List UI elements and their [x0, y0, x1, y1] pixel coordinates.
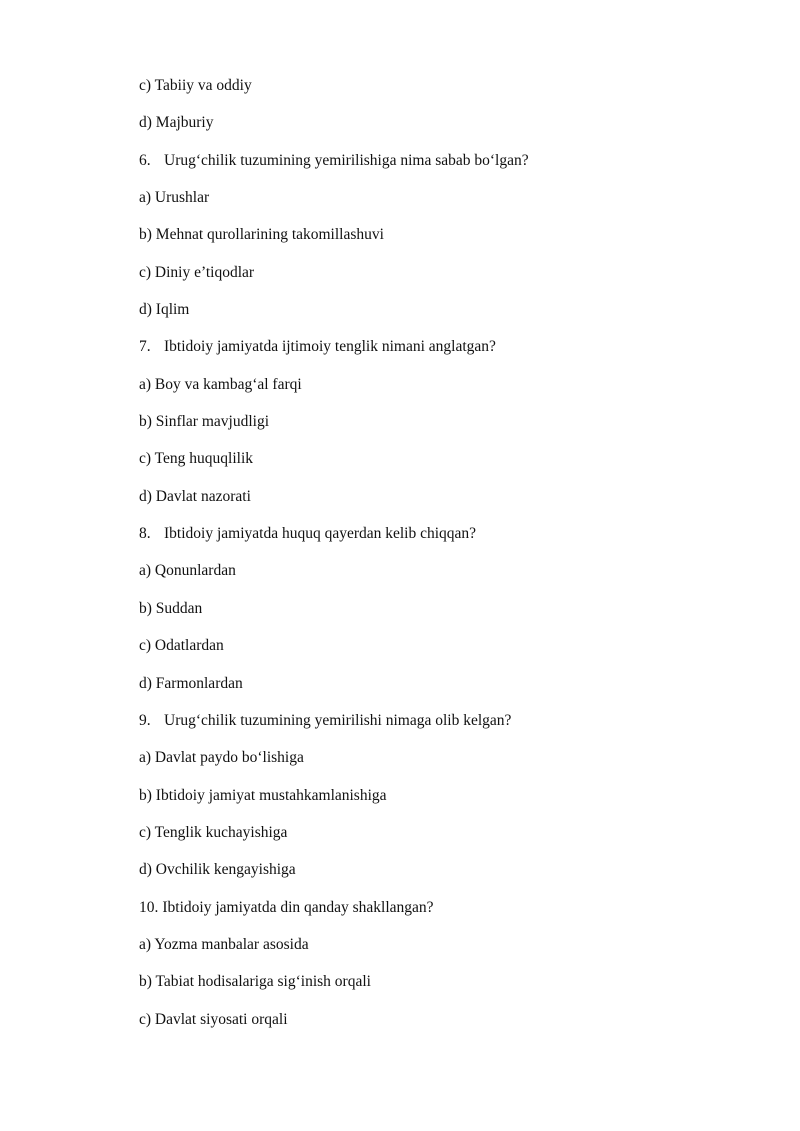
option-line: [139, 373, 739, 410]
question-line: [139, 335, 739, 372]
question-number: 6.: [139, 151, 151, 169]
option-line: [139, 634, 739, 671]
option-line: [139, 672, 739, 709]
option-text: d) Ovchilik kengayishiga: [139, 861, 296, 879]
question-number: 9.: [139, 711, 151, 729]
option-line: [139, 970, 739, 1007]
option-text: b) Tabiat hodisalariga sig‘inish orqali: [139, 973, 371, 991]
option-line: [139, 933, 739, 970]
option-text: b) Sinflar mavjudligi: [139, 413, 270, 431]
option-text: a) Qonunlardan: [139, 562, 236, 580]
option-line: [139, 410, 739, 447]
question-number: 10.: [139, 898, 159, 916]
option-line: [139, 1008, 739, 1045]
option-line: [139, 111, 739, 148]
option-line: [139, 298, 739, 335]
option-text: b) Mehnat qurollarining takomillashuvi: [139, 226, 384, 244]
option-line: [139, 746, 739, 783]
option-line: [139, 559, 739, 596]
option-text: c) Teng huquqlilik: [139, 450, 254, 468]
option-line: [139, 447, 739, 484]
question-text: Urug‘chilik tuzumining yemirilishi nimaga olib kelgan?: [164, 711, 512, 729]
option-text: d) Majburiy: [139, 114, 214, 132]
question-line: [139, 896, 739, 933]
option-text: b) Suddan: [139, 599, 203, 617]
option-line: [139, 821, 739, 858]
question-number: 7.: [139, 338, 151, 356]
option-line: [139, 485, 739, 522]
option-text: a) Yozma manbalar asosida: [139, 935, 309, 953]
option-text: a) Davlat paydo bo‘lishiga: [139, 749, 304, 767]
question-line: [139, 709, 739, 746]
option-text: d) Davlat nazorati: [139, 487, 251, 505]
question-text: Ibtidoiy jamiyatda huquq qayerdan kelib chiqqan?: [164, 525, 477, 543]
question-line: [139, 522, 739, 559]
option-line: [139, 74, 739, 111]
question-text: Urug‘chilik tuzumining yemirilishiga nima sabab bo‘lgan?: [164, 151, 529, 169]
option-text: a) Boy va kambag‘al farqi: [139, 375, 302, 393]
option-line: [139, 261, 739, 298]
option-text: c) Davlat siyosati orqali: [139, 1010, 288, 1028]
option-text: d) Iqlim: [139, 301, 190, 319]
option-text: c) Odatlardan: [139, 637, 224, 655]
quiz-content: [139, 74, 739, 1045]
question-line: [139, 149, 739, 186]
question-text: Ibtidoiy jamiyatda din qanday shakllangan?: [162, 898, 434, 916]
option-text: a) Urushlar: [139, 189, 210, 207]
option-text: d) Farmonlardan: [139, 674, 243, 692]
option-line: [139, 784, 739, 821]
option-line: [139, 186, 739, 223]
option-text: c) Tabiiy va oddiy: [139, 77, 252, 94]
question-text: Ibtidoiy jamiyatda ijtimoiy tenglik nimani anglatgan?: [164, 338, 496, 356]
option-line: [139, 223, 739, 260]
option-line: [139, 858, 739, 895]
option-text: c) Diniy e’tiqodlar: [139, 263, 255, 281]
option-text: c) Tenglik kuchayishiga: [139, 823, 288, 841]
option-line: [139, 597, 739, 634]
question-number: 8.: [139, 525, 151, 543]
option-text: b) Ibtidoiy jamiyat mustahkamlanishiga: [139, 786, 387, 804]
